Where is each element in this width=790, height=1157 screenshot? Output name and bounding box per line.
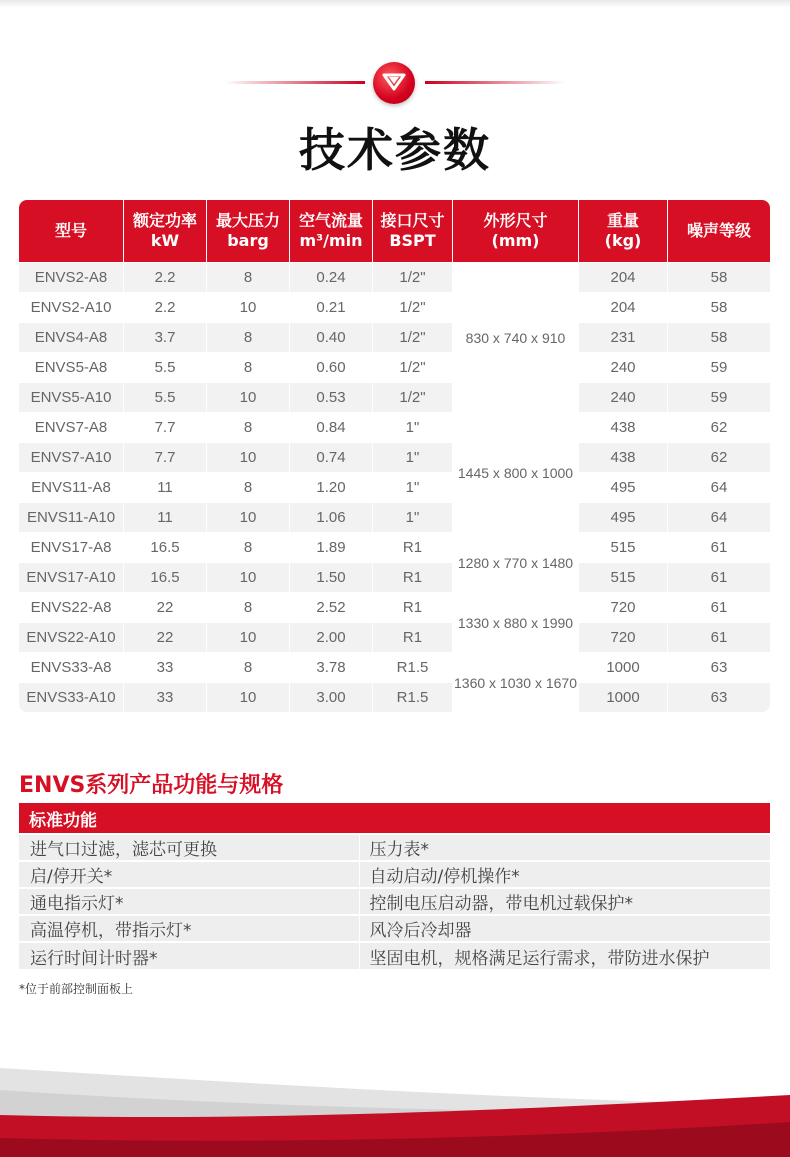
- cell-noise: 59: [668, 382, 770, 412]
- list-item: [19, 861, 770, 888]
- features-section-title: ENVS系列产品功能与规格: [19, 773, 284, 798]
- cell-power: 11: [124, 472, 207, 502]
- cell-model: ENVS2-A8: [19, 262, 124, 292]
- cell-port: R1: [373, 622, 453, 652]
- table-row: [19, 382, 770, 412]
- feature-left: 运行时间计时器*: [19, 942, 359, 969]
- cell-port: R1.5: [373, 652, 453, 682]
- cell-pressure: 8: [207, 592, 290, 622]
- table-row: [19, 472, 770, 502]
- cell-model: ENVS33-A8: [19, 652, 124, 682]
- cell-model: ENVS7-A10: [19, 442, 124, 472]
- cell-model: ENVS11-A8: [19, 472, 124, 502]
- cell-pressure: 10: [207, 382, 290, 412]
- list-item: [19, 834, 770, 861]
- cell-noise: 62: [668, 442, 770, 472]
- cell-port: 1/2": [373, 292, 453, 322]
- cell-flow: 1.50: [290, 562, 373, 592]
- header-line2: m³/min: [299, 231, 363, 250]
- cell-flow: 1.89: [290, 532, 373, 562]
- cell-pressure: 10: [207, 682, 290, 712]
- cell-pressure: 8: [207, 532, 290, 562]
- list-item: [19, 915, 770, 942]
- cell-weight: 240: [579, 352, 668, 382]
- header-line2: barg: [227, 231, 269, 250]
- cell-pressure: 8: [207, 472, 290, 502]
- cell-weight: 1000: [579, 652, 668, 682]
- feature-table-header: 标准功能: [19, 803, 770, 834]
- ornament-line-right: [425, 81, 565, 84]
- table-row: [19, 562, 770, 592]
- cell-power: 5.5: [124, 352, 207, 382]
- cell-noise: 62: [668, 412, 770, 442]
- header-line1: 最大压力: [215, 211, 280, 230]
- cell-dimensions: 1445 x 800 x 1000: [453, 412, 579, 532]
- spec-col-header: [668, 200, 770, 262]
- cell-port: 1/2": [373, 382, 453, 412]
- feature-table: [19, 803, 770, 969]
- cell-noise: 64: [668, 472, 770, 502]
- cell-weight: 515: [579, 532, 668, 562]
- table-row: [19, 532, 770, 562]
- bottom-wave-decoration: [0, 1060, 790, 1157]
- header-line1: 噪声等级: [686, 221, 751, 240]
- cell-model: ENVS17-A10: [19, 562, 124, 592]
- feature-left: 进气口过滤，滤芯可更换: [19, 834, 359, 861]
- table-row: [19, 682, 770, 712]
- cell-dimensions: 830 x 740 x 910: [453, 262, 579, 412]
- cell-power: 5.5: [124, 382, 207, 412]
- cell-weight: 438: [579, 442, 668, 472]
- spec-col-header: [124, 200, 207, 262]
- ornament-line-left: [225, 81, 365, 84]
- cell-port: 1": [373, 412, 453, 442]
- cell-pressure: 8: [207, 412, 290, 442]
- feature-right: 风冷后冷却器: [359, 915, 770, 942]
- feature-left: 高温停机，带指示灯*: [19, 915, 359, 942]
- cell-weight: 231: [579, 322, 668, 352]
- cell-model: ENVS4-A8: [19, 322, 124, 352]
- cell-power: 16.5: [124, 562, 207, 592]
- header-line2: BSPT: [389, 231, 436, 250]
- spec-header-row: [19, 200, 770, 262]
- cell-dimensions: 1330 x 880 x 1990: [453, 592, 579, 652]
- cell-weight: 495: [579, 502, 668, 532]
- header-line1: 型号: [54, 221, 87, 240]
- cell-flow: 1.20: [290, 472, 373, 502]
- cell-flow: 2.00: [290, 622, 373, 652]
- cell-noise: 63: [668, 682, 770, 712]
- cell-noise: 61: [668, 562, 770, 592]
- feature-right: 坚固电机，规格满足运行需求，带防进水保护: [359, 942, 770, 969]
- cell-flow: 0.74: [290, 442, 373, 472]
- list-item: [19, 888, 770, 915]
- header-line1: 接口尺寸: [380, 211, 445, 230]
- page-title: 技术参数: [299, 123, 491, 177]
- cell-noise: 59: [668, 352, 770, 382]
- feature-right: 自动启动/停机操作*: [359, 861, 770, 888]
- spec-col-header: [579, 200, 668, 262]
- feature-right: 压力表*: [359, 834, 770, 861]
- cell-flow: 1.06: [290, 502, 373, 532]
- cell-power: 16.5: [124, 532, 207, 562]
- cell-dimensions: 1360 x 1030 x 1670: [453, 652, 579, 712]
- cell-power: 3.7: [124, 322, 207, 352]
- cell-pressure: 8: [207, 352, 290, 382]
- cell-flow: 0.84: [290, 412, 373, 442]
- feature-body: [19, 834, 770, 969]
- table-row: [19, 262, 770, 292]
- cell-flow: 2.52: [290, 592, 373, 622]
- cell-port: R1: [373, 592, 453, 622]
- cell-model: ENVS7-A8: [19, 412, 124, 442]
- cell-pressure: 8: [207, 322, 290, 352]
- cell-port: R1.5: [373, 682, 453, 712]
- cell-port: 1": [373, 442, 453, 472]
- cell-dimensions: 1280 x 770 x 1480: [453, 532, 579, 592]
- cell-port: R1: [373, 532, 453, 562]
- cell-flow: 0.60: [290, 352, 373, 382]
- table-row: [19, 292, 770, 322]
- cell-model: ENVS2-A10: [19, 292, 124, 322]
- feature-left: 通电指示灯*: [19, 888, 359, 915]
- table-row: [19, 442, 770, 472]
- cell-pressure: 10: [207, 562, 290, 592]
- cell-model: ENVS22-A8: [19, 592, 124, 622]
- cell-port: 1": [373, 502, 453, 532]
- top-divider: [0, 0, 790, 8]
- cell-weight: 240: [579, 382, 668, 412]
- cell-flow: 0.21: [290, 292, 373, 322]
- spec-col-header: [207, 200, 290, 262]
- cell-noise: 58: [668, 322, 770, 352]
- chevron-down-icon: [373, 62, 415, 104]
- feature-left: 启/停开关*: [19, 861, 359, 888]
- header-line2: (kg): [604, 231, 642, 250]
- header-line1: 重量: [606, 211, 639, 230]
- cell-noise: 61: [668, 532, 770, 562]
- cell-model: ENVS5-A8: [19, 352, 124, 382]
- table-row: [19, 322, 770, 352]
- header-line1: 空气流量: [298, 211, 363, 230]
- cell-power: 22: [124, 592, 207, 622]
- cell-model: ENVS5-A10: [19, 382, 124, 412]
- cell-noise: 61: [668, 592, 770, 622]
- feature-right: 控制电压启动器，带电机过载保护*: [359, 888, 770, 915]
- cell-pressure: 10: [207, 442, 290, 472]
- cell-pressure: 10: [207, 622, 290, 652]
- cell-port: 1/2": [373, 322, 453, 352]
- cell-pressure: 10: [207, 292, 290, 322]
- cell-power: 33: [124, 682, 207, 712]
- cell-model: ENVS11-A10: [19, 502, 124, 532]
- cell-pressure: 8: [207, 262, 290, 292]
- cell-model: ENVS17-A8: [19, 532, 124, 562]
- cell-weight: 1000: [579, 682, 668, 712]
- table-row: [19, 502, 770, 532]
- table-row: [19, 622, 770, 652]
- spec-col-header: [290, 200, 373, 262]
- cell-weight: 438: [579, 412, 668, 442]
- table-row: [19, 412, 770, 442]
- footnote: *位于前部控制面板上: [19, 982, 134, 996]
- cell-model: ENVS22-A10: [19, 622, 124, 652]
- cell-power: 2.2: [124, 262, 207, 292]
- cell-power: 11: [124, 502, 207, 532]
- cell-flow: 0.40: [290, 322, 373, 352]
- cell-flow: 3.78: [290, 652, 373, 682]
- cell-port: 1/2": [373, 352, 453, 382]
- cell-port: 1": [373, 472, 453, 502]
- spec-col-header: [453, 200, 579, 262]
- cell-port: 1/2": [373, 262, 453, 292]
- cell-pressure: 10: [207, 502, 290, 532]
- spec-col-header: [373, 200, 453, 262]
- cell-flow: 0.53: [290, 382, 373, 412]
- spec-col-header: [19, 200, 124, 262]
- header-line1: 额定功率: [132, 211, 197, 230]
- header-line2: (mm): [491, 231, 540, 250]
- cell-flow: 0.24: [290, 262, 373, 292]
- cell-weight: 720: [579, 592, 668, 622]
- spec-body: [19, 262, 770, 712]
- header-line2: kW: [150, 231, 180, 250]
- cell-pressure: 8: [207, 652, 290, 682]
- cell-flow: 3.00: [290, 682, 373, 712]
- cell-noise: 64: [668, 502, 770, 532]
- cell-model: ENVS33-A10: [19, 682, 124, 712]
- cell-weight: 720: [579, 622, 668, 652]
- cell-power: 2.2: [124, 292, 207, 322]
- cell-weight: 495: [579, 472, 668, 502]
- cell-noise: 61: [668, 622, 770, 652]
- cell-weight: 204: [579, 262, 668, 292]
- cell-port: R1: [373, 562, 453, 592]
- title-ornament: [0, 62, 790, 102]
- list-item: [19, 942, 770, 969]
- cell-noise: 58: [668, 292, 770, 322]
- cell-power: 33: [124, 652, 207, 682]
- cell-weight: 204: [579, 292, 668, 322]
- cell-noise: 58: [668, 262, 770, 292]
- cell-power: 22: [124, 622, 207, 652]
- cell-noise: 63: [668, 652, 770, 682]
- cell-weight: 515: [579, 562, 668, 592]
- table-row: [19, 352, 770, 382]
- spec-table: [19, 200, 770, 712]
- table-row: [19, 592, 770, 622]
- header-line1: 外形尺寸: [483, 211, 548, 230]
- cell-power: 7.7: [124, 412, 207, 442]
- table-row: [19, 652, 770, 682]
- cell-power: 7.7: [124, 442, 207, 472]
